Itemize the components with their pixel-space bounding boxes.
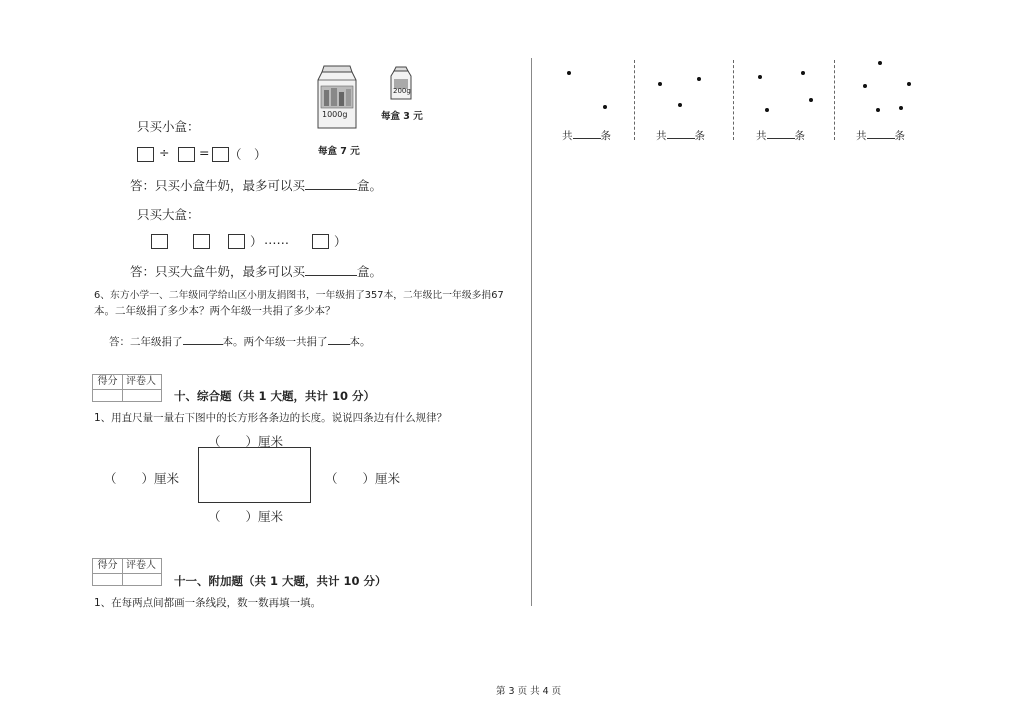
small-milk-weight: 200g bbox=[393, 87, 411, 95]
answer-big-prefix: 答：只买大盒牛奶，最多可以买 bbox=[130, 264, 306, 279]
big-paren-close: ） bbox=[250, 234, 263, 249]
answer-big-blank[interactable] bbox=[305, 263, 357, 276]
section11-question1: 1、在每两点间都画一条线段，数一数再填一填。 bbox=[94, 597, 322, 609]
ellipsis: …… bbox=[264, 232, 289, 247]
answer-box-2[interactable] bbox=[178, 147, 195, 162]
dot bbox=[809, 98, 813, 102]
q6-line2: 本。二年级捐了多少本？两个年级一共捐了多少本？ bbox=[94, 305, 336, 317]
section10-question1: 1、用直尺量一量右下图中的长方形各条边的长度。说说四条边有什么规律？ bbox=[94, 412, 448, 424]
count-line-1: 共 条 bbox=[562, 130, 611, 142]
answer-small-line bbox=[130, 176, 382, 194]
answer-small-prefix: 答：只买小盒牛奶，最多可以买 bbox=[130, 178, 306, 193]
reviewer-label-2: 评卷人 bbox=[126, 560, 156, 571]
answer-box-5[interactable] bbox=[193, 234, 210, 249]
group-divider-3 bbox=[834, 60, 835, 140]
answer-small-blank[interactable] bbox=[305, 177, 357, 190]
q6-blank-2[interactable] bbox=[328, 334, 350, 345]
dot bbox=[876, 108, 880, 112]
group-divider-1 bbox=[634, 60, 635, 140]
count-blank-1[interactable] bbox=[573, 128, 601, 139]
score-label: 得分 bbox=[93, 375, 123, 389]
q6-answer-a: 答：二年级捐了 bbox=[109, 336, 183, 348]
dot bbox=[603, 105, 607, 109]
buy-big-label: 只买大盒： bbox=[137, 207, 200, 222]
big-milk-carton-illustration bbox=[316, 64, 358, 130]
q6-answer-line bbox=[109, 334, 371, 349]
answer-box-6[interactable] bbox=[228, 234, 245, 249]
q6-answer-c: 本。 bbox=[349, 336, 371, 348]
dot bbox=[678, 103, 682, 107]
dot bbox=[878, 61, 882, 65]
reviewer-label: 评卷人 bbox=[126, 376, 156, 387]
answer-small-suffix: 盒。 bbox=[357, 178, 383, 193]
page-footer: 第 3 页 共 4 页 bbox=[496, 686, 562, 697]
dot bbox=[567, 71, 571, 75]
count-blank-3[interactable] bbox=[767, 128, 795, 139]
count-line-3: 共 条 bbox=[756, 130, 805, 142]
score-box-section11 bbox=[92, 558, 162, 586]
big-milk-price: 每盒 7 元 bbox=[318, 146, 360, 157]
small-milk-price: 每盒 3 元 bbox=[381, 111, 423, 122]
group-divider-2 bbox=[733, 60, 734, 140]
section11-title: 十一、附加题（共 1 大题，共计 10 分） bbox=[174, 574, 387, 588]
left-side-measure: （ ）厘米 bbox=[104, 471, 180, 486]
count-blank-2[interactable] bbox=[667, 128, 695, 139]
equals-sign: = bbox=[199, 145, 210, 160]
answer-box-3[interactable] bbox=[212, 147, 229, 162]
answer-box-7[interactable] bbox=[312, 234, 329, 249]
dot bbox=[801, 71, 805, 75]
column-divider bbox=[531, 58, 532, 606]
divide-sign: ÷ bbox=[159, 145, 170, 160]
q6-answer-b: 本。两个年级一共捐了 bbox=[222, 336, 328, 348]
section10-title: 十、综合题（共 1 大题，共计 10 分） bbox=[174, 389, 376, 403]
q6-blank-1[interactable] bbox=[183, 334, 223, 345]
dot bbox=[765, 108, 769, 112]
dot bbox=[907, 82, 911, 86]
big-paren-close-2: ） bbox=[334, 234, 347, 249]
answer-big-line bbox=[130, 262, 382, 280]
answer-box-4[interactable] bbox=[151, 234, 168, 249]
remainder-paren: （ ） bbox=[229, 147, 267, 162]
answer-big-suffix: 盒。 bbox=[357, 264, 383, 279]
buy-small-label: 只买小盒： bbox=[137, 119, 200, 134]
q6-line1: 6、东方小学一、二年级同学给山区小朋友捐图书，一年级捐了357本，二年级比一年级多捐67 bbox=[94, 290, 504, 301]
dot bbox=[697, 77, 701, 81]
count-line-4: 共 条 bbox=[856, 130, 905, 142]
count-blank-4[interactable] bbox=[867, 128, 895, 139]
right-side-measure: （ ）厘米 bbox=[325, 471, 401, 486]
score-label-2: 得分 bbox=[93, 559, 123, 573]
dot bbox=[658, 82, 662, 86]
score-box-section10 bbox=[92, 374, 162, 402]
count-line-2: 共 条 bbox=[656, 130, 705, 142]
bottom-side-measure: （ ）厘米 bbox=[208, 509, 284, 524]
dot bbox=[863, 84, 867, 88]
answer-box-1[interactable] bbox=[137, 147, 154, 162]
top-side-measure: （ ）厘米 bbox=[208, 434, 284, 449]
dot bbox=[899, 106, 903, 110]
big-milk-weight: 1000g bbox=[322, 110, 348, 119]
measure-rectangle bbox=[198, 447, 311, 503]
dot bbox=[758, 75, 762, 79]
